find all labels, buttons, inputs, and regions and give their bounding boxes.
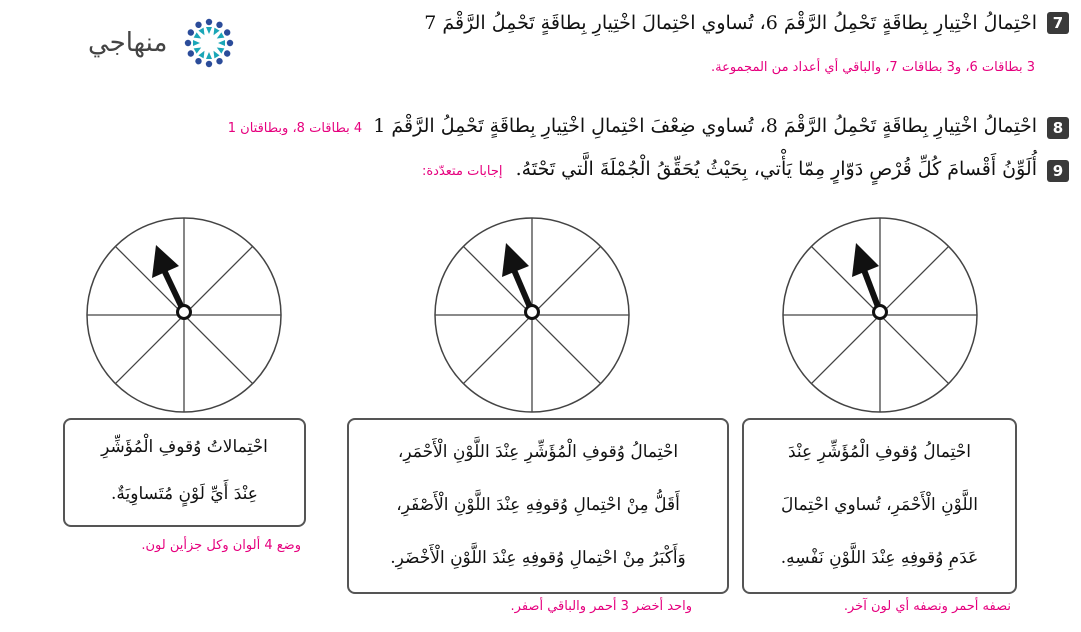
spinner-right-answer: نصفه أحمر ونصفه أي لون آخر. xyxy=(843,599,1011,614)
spinner-left-answer: وضع 4 ألوان وكل جزأين لون. xyxy=(141,538,301,553)
spinner-left[interactable] xyxy=(84,215,284,415)
question-7-number: 7 xyxy=(1047,12,1069,34)
sentence-line: اللَّوْنِ الْأَحْمَرِ، تُساوي احْتِمالَ xyxy=(781,495,978,515)
spinner-right[interactable] xyxy=(780,215,980,415)
question-9-text: أُلَوِّنُ أَقْسامَ كُلِّ قُرْصٍ دَوّارٍ مِمّا يَأْتي، بِحَيْثُ يُحَقِّقُ الْجُمْلَةَ الَّتي تَحْتَهُ. xyxy=(515,158,1037,180)
question-8-answer: 4 بطاقات 8، وبطاقتان 1 xyxy=(227,121,363,136)
logo xyxy=(80,14,250,72)
question-9-answer: إجابات متعدّدة: xyxy=(421,164,503,179)
sentence-line: احْتِمالُ وُقوفِ الْمُؤَشِّرِ عِنْدَ xyxy=(787,442,971,462)
spinner-middle[interactable] xyxy=(432,215,632,415)
logo-text: منهاجي xyxy=(88,28,168,58)
spinner-middle-sentence-box xyxy=(347,418,729,594)
sentence-line: احْتِمالاتُ وُقوفِ الْمُؤَشِّرِ xyxy=(101,437,268,457)
people-circle-logo-icon xyxy=(178,14,240,72)
sentence-line: احْتِمالُ وُقوفِ الْمُؤَشِّرِ عِنْدَ اللَّوْنِ الْأَحْمَرِ، xyxy=(397,442,679,462)
sentence-line: أَقَلُّ مِنْ احْتِمالِ وُقوفِهِ عِنْدَ اللَّوْنِ الْأَصْفَرِ، xyxy=(396,495,680,515)
spinner-right-sentence-box xyxy=(742,418,1017,594)
question-7-answer: 3 بطاقات 6، و3 بطاقات 7، والباقي أي أعداد من المجموعة. xyxy=(710,60,1035,75)
question-7-text: احْتِمالُ اخْتِيارِ بِطاقَةٍ تَحْمِلُ الرَّقْمَ 6، تُساوي احْتِمالَ اخْتِيارِ بِطاقَةٍ تَحْمِلُ الرَّقْمَ 7 xyxy=(424,12,1037,34)
question-9-line xyxy=(422,157,1037,181)
question-8-line xyxy=(228,114,1037,138)
sentence-line: عِنْدَ أَيِّ لَوْنٍ مُتَساوِيَةٌ. xyxy=(111,484,258,504)
sentence-line: عَدَمِ وُقوفِهِ عِنْدَ اللَّوْنِ نَفْسِهِ. xyxy=(780,548,979,568)
question-9-number: 9 xyxy=(1047,160,1069,182)
spinner-left-sentence-box xyxy=(63,418,306,527)
sentence-line: وَأَكْبَرُ مِنْ احْتِمالِ وُقوفِهِ عِنْدَ اللَّوْنِ الْأَخْضَرِ. xyxy=(390,548,686,568)
spinner-middle-answer: واحد أخضر 3 أحمر والباقي أصفر. xyxy=(510,599,692,614)
question-8-text: احْتِمالُ اخْتِيارِ بِطاقَةٍ تَحْمِلُ الرَّقْمَ 8، تُساوي ضِعْفَ احْتِمالِ اخْتِيارِ بِطاقَةٍ تَحْمِلُ الرَّقْمَ 1 xyxy=(373,115,1037,137)
question-8-number: 8 xyxy=(1047,117,1069,139)
